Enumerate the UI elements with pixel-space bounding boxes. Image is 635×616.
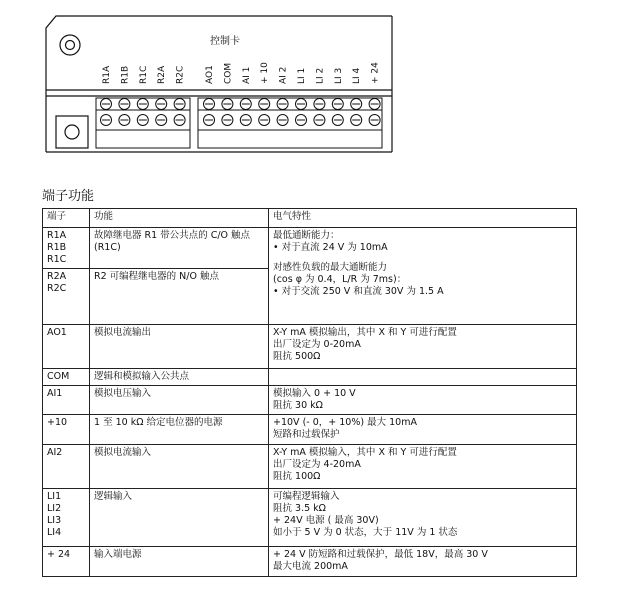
io-terminal-block — [198, 98, 382, 148]
spec-line: 可编程逻辑输入 — [273, 491, 340, 502]
mounting-hole-top — [60, 35, 80, 55]
table-row — [43, 445, 577, 489]
terminal-name: AI2 — [47, 447, 63, 458]
io-terminal-label: LI 1 — [297, 67, 307, 84]
relay-terminal-label: R1A — [102, 65, 112, 84]
function-cell: 故障继电器 R1 带公共点的 C/O 触点 (R1C) — [90, 228, 269, 269]
terminal-name: R2A — [47, 271, 67, 282]
io-terminal-label: LI 4 — [352, 67, 363, 84]
spec-line: 模拟输入 0 + 10 V — [273, 388, 356, 399]
terminal-cell — [43, 489, 90, 547]
terminal-cell — [43, 228, 90, 269]
terminal-name: COM — [47, 371, 70, 382]
relay-terminal-label: R1B — [120, 65, 131, 84]
spec-line: 出厂设定为 0-20mA — [273, 339, 361, 350]
spec-line: 阻抗 100Ω — [273, 471, 321, 482]
mounting-hole-bottom — [56, 116, 88, 148]
section-title: 端子功能 — [42, 189, 95, 204]
io-terminal-label: AI 1 — [241, 66, 252, 84]
spec-line: 如小于 5 V 为 0 状态，大于 11V 为 1 状态 — [273, 527, 458, 538]
io-terminal-label: LI 3 — [333, 67, 344, 84]
spec-line: 最低通断能力： — [273, 230, 340, 241]
terminal-cell — [43, 325, 90, 369]
spec-line: • 对于交流 250 V 和直流 30V 为 1.5 A — [273, 286, 572, 298]
function-cell: R2 可编程继电器的 N/O 触点 — [90, 269, 269, 325]
function-cell: 逻辑和模拟输入公共点 — [90, 369, 269, 386]
spec-line: • 对于直流 24 V 为 10mA — [273, 242, 572, 254]
terminal-cell — [43, 269, 90, 325]
function-cell: 模拟电压输入 — [90, 386, 269, 415]
electrical-cell — [269, 489, 577, 547]
spec-line: X-Y mA 模拟输入，其中 X 和 Y 可进行配置 — [273, 447, 457, 458]
header-electrical: 电气特性 — [269, 209, 577, 228]
terminal-cell — [43, 386, 90, 415]
io-terminal-label: + 24 — [370, 62, 381, 84]
relay-terminal-label: R1C — [138, 65, 149, 84]
terminal-name: LI2 — [47, 503, 62, 514]
terminal-function-table — [42, 208, 577, 577]
terminal-cell — [43, 547, 90, 577]
terminal-name: AO1 — [47, 327, 67, 338]
function-cell: 逻辑输入 — [90, 489, 269, 547]
electrical-cell — [269, 325, 577, 369]
io-terminal-label: AI 2 — [278, 66, 289, 84]
terminal-cell — [43, 369, 90, 386]
table-row — [43, 369, 577, 386]
function-cell: 模拟电流输入 — [90, 445, 269, 489]
electrical-cell — [269, 369, 577, 386]
spec-line: 阻抗 3.5 kΩ — [273, 503, 326, 514]
terminal-name: R1C — [47, 254, 67, 265]
terminal-cell — [43, 445, 90, 489]
spec-line: +10V (- 0，+ 10%) 最大 10mA — [273, 417, 417, 428]
spec-line: 对感性负载的最大通断能力 — [273, 262, 388, 273]
function-cell: 输入端电源 — [90, 547, 269, 577]
spec-line: (cos φ 为 0.4，L/R 为 7ms)： — [273, 274, 407, 285]
board-label: 控制卡 — [210, 36, 240, 47]
spec-line: 短路和过载保护 — [273, 429, 340, 440]
table-header-row — [43, 209, 577, 228]
terminal-name: LI4 — [47, 527, 62, 538]
terminal-name: LI3 — [47, 515, 62, 526]
electrical-cell — [269, 386, 577, 415]
electrical-cell — [269, 415, 577, 445]
terminal-name: + 24 — [47, 549, 71, 560]
terminal-name: +10 — [47, 417, 68, 428]
terminal-cell — [43, 415, 90, 445]
table-row — [43, 386, 577, 415]
io-terminal-label: LI 2 — [315, 67, 326, 84]
spec-line: + 24 V 防短路和过载保护，最低 18V，最高 30 V — [273, 549, 488, 560]
spec-line: + 24V 电源 ( 最高 30V) — [273, 515, 379, 526]
table-row — [43, 547, 577, 577]
header-function: 功能 — [90, 209, 269, 228]
io-terminal-label: AO1 — [205, 65, 215, 84]
function-cell: 1 至 10 kΩ 给定电位器的电源 — [90, 415, 269, 445]
header-terminal: 端子 — [43, 209, 90, 228]
spec-line: 阻抗 500Ω — [273, 351, 321, 362]
control-card-diagram — [0, 0, 635, 170]
spec-line: X-Y mA 模拟输出，其中 X 和 Y 可进行配置 — [273, 327, 457, 338]
relay-terminal-label: R2A — [157, 65, 168, 84]
terminal-name: AI1 — [47, 388, 63, 399]
terminal-name: R2C — [47, 283, 67, 294]
spec-line: 出厂设定为 4-20mA — [273, 459, 361, 470]
io-terminal-label: + 10 — [260, 62, 271, 84]
spec-line: 最大电流 200mA — [273, 561, 348, 572]
terminal-name: R1B — [47, 242, 67, 253]
function-cell: 模拟电流输出 — [90, 325, 269, 369]
table-row — [43, 489, 577, 547]
electrical-cell — [269, 445, 577, 489]
io-terminal-label: COM — [223, 62, 234, 84]
relay-terminal-label: R2C — [175, 65, 186, 84]
table-row — [43, 415, 577, 445]
electrical-cell — [269, 547, 577, 577]
terminal-name: R1A — [47, 230, 67, 241]
table-row — [43, 325, 577, 369]
table-row-r1 — [43, 228, 577, 269]
spec-line: 阻抗 30 kΩ — [273, 400, 323, 411]
relay-spec-cell — [269, 228, 577, 325]
terminal-name: LI1 — [47, 491, 62, 502]
